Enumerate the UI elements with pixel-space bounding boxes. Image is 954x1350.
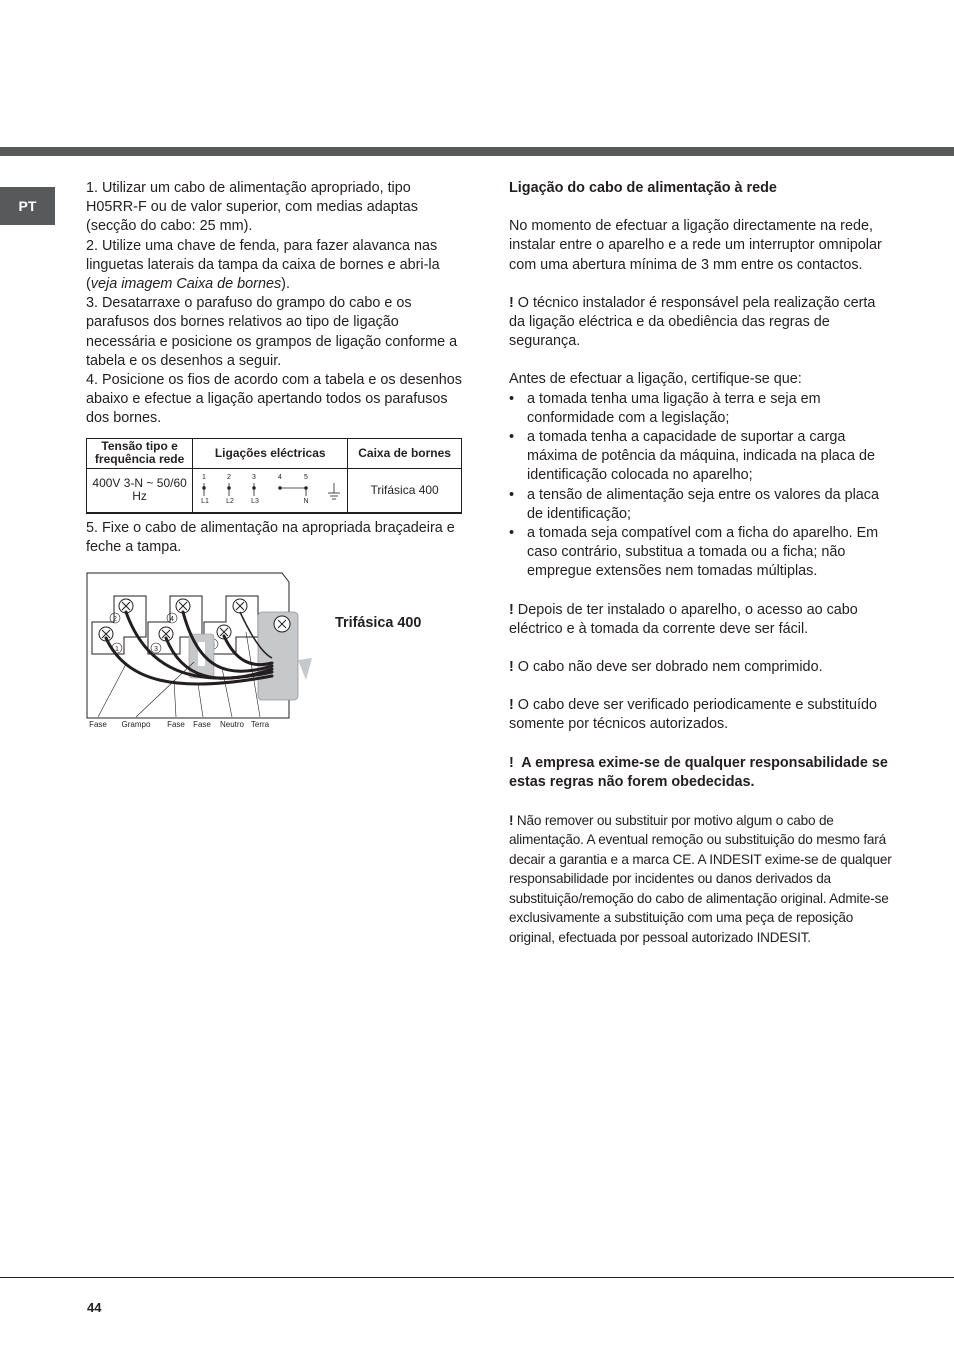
step-1: 1. Utilizar um cabo de alimentação apropriado, tipo H05RR-F ou de valor superior, com medias adaptas (secção do cabo: 25 mm). (86, 180, 418, 235)
paragraph-installer: ! O técnico instalador é responsável pela realização certa da ligação eléctrica e da obediência das regras de segurança. (509, 294, 876, 350)
list-item: • a tomada tenha uma ligação à terra e seja em conformidade com a legislação; (509, 390, 893, 428)
paragraph-switch: No momento de efectuar a ligação directamente na rede, instalar entre o aparelho e a rede um interruptor omnipolar com uma abertura mínima de 3 mm entre os contactos. (509, 218, 882, 273)
terminal-number-5: 5 (304, 473, 309, 481)
diagram-label-fase-1: Fase (89, 720, 107, 729)
table-cell-voltage: 400V 3-N ~ 50/60 Hz (87, 468, 193, 513)
terminal-number-2: 2 (227, 473, 232, 481)
warning-mark: ! (509, 813, 514, 829)
warning-mark: ! (509, 659, 514, 676)
table-cell-connection-diagram (193, 468, 348, 513)
terminal-number-1: 1 (202, 473, 207, 481)
diagram-label-fase-3: Fase (193, 720, 211, 729)
terminal-label-n: N (303, 497, 309, 505)
terminal-label-l2: L2 (226, 497, 235, 505)
table-header-connections: Ligações eléctricas (193, 438, 348, 468)
footer-rule (0, 1277, 954, 1278)
paragraph-disclaimer: ! A empresa exime-se de qualquer responsabilidade se estas regras não forem obedecidas. (509, 754, 888, 790)
right-column (509, 179, 893, 947)
diagram-title: Trifásica 400 (335, 615, 422, 631)
step-3: 3. Desatarraxe o parafuso do grampo do cabo e os parafusos dos bornes relativos ao tipo de ligação necessária e posicione os grampos de ligação conforme a tabela e os desenhos a seguir. (86, 295, 458, 369)
diagram-terminal-4: 4 (170, 616, 174, 623)
warning-mark: ! (509, 294, 514, 311)
connection-table (86, 438, 462, 514)
paragraph-cable-replacement: ! Não remover ou substituir por motivo algum o cabo de alimentação. A eventual remoção ou substituição do mesmo fará decair a garantia e a marca CE. A INDESIT exime-se de qualquer responsabilidade por incidentes ou danos derivados da substituição/remoção do cabo de alimentação original. Admite-se exclusivamente a substituição com uma peça de reposição original, efectuada por pessoal autorizado INDESIT. (509, 813, 892, 945)
table-header-terminal-box: Caixa de bornes (348, 438, 462, 468)
table-cell-terminal-box: Trifásica 400 (348, 468, 462, 513)
terminal-wiring-schematic (195, 469, 345, 509)
page-number: 44 (87, 1300, 102, 1315)
terminal-label-l1: L1 (201, 497, 210, 505)
diagram-terminal-1: 1 (115, 646, 119, 653)
terminal-label-l3: L3 (251, 497, 260, 505)
diagram-label-terra: Terra (250, 720, 270, 729)
checklist (509, 390, 893, 582)
diagram-terminal-2: 2 (113, 616, 117, 623)
diagram-terminal-3: 3 (154, 646, 158, 653)
terminal-number-4: 4 (278, 473, 283, 481)
language-tab: PT (0, 187, 55, 225)
section-heading: Ligação do cabo de alimentação à rede (509, 180, 777, 196)
list-item: • a tomada tenha a capacidade de suportar a carga máxima de potência da máquina, indicada na placa de identificação colocada no aparelho; (509, 428, 893, 486)
list-item: • a tomada seja compatível com a ficha do aparelho. Em caso contrário, substitua a tomada ou a ficha; não empregue extensões nem tomadas múltiplas. (509, 524, 893, 582)
table-header-voltage: Tensão tipo e frequência rede (87, 438, 193, 468)
step-5: 5. Fixe o cabo de alimentação na apropriada braçadeira e feche a tampa. (86, 519, 455, 555)
step-2: 2. Utilize uma chave de fenda, para fazer alavanca nas linguetas laterais da tampa da caixa de bornes e abri-la (veja imagem Caixa de bornes). (86, 237, 440, 293)
terminal-number-3: 3 (252, 473, 257, 481)
list-item: • a tensão de alimentação seja entre os valores da placa de identificação; (509, 486, 893, 524)
diagram-label-fase-2: Fase (167, 720, 185, 729)
header-bar (0, 147, 954, 156)
paragraph-cable-check: ! O cabo deve ser verificado periodicamente e substituído somente por técnicos autorizados. (509, 697, 877, 733)
warning-mark: ! (509, 601, 514, 618)
paragraph-checklist-intro: Antes de efectuar a ligação, certifique-se que: (509, 371, 802, 388)
ground-icon (328, 483, 340, 499)
diagram-label-neutro: Neutro (219, 720, 245, 729)
paragraph-cable-bend: ! O cabo não deve ser dobrado nem comprimido. (509, 659, 823, 676)
warning-mark: ! (509, 697, 514, 714)
step-4: 4. Posicione os fios de acordo com a tabela e os desenhos abaixo e efectue a ligação apertando todos os parafusos dos bornes. (86, 372, 462, 427)
terminal-box-diagram (86, 572, 316, 732)
paragraph-access: ! Depois de ter instalado o aparelho, o acesso ao cabo eléctrico e à tomada da corrente deve ser fácil. (509, 601, 858, 637)
left-column (86, 179, 466, 557)
diagram-label-grampo: Grampo (121, 720, 151, 729)
